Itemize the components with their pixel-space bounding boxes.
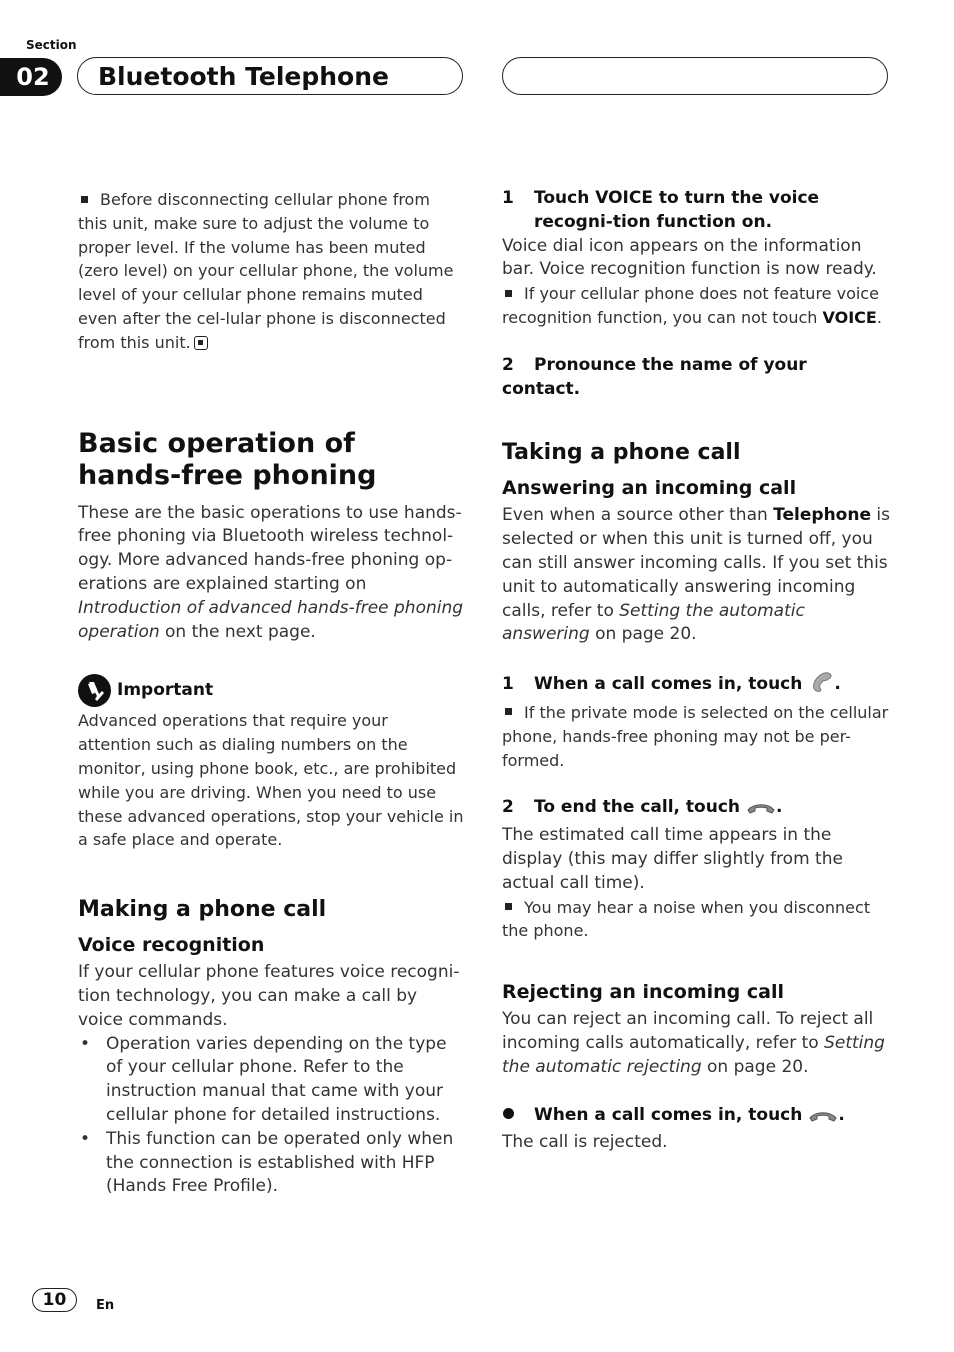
voice-step-1-body: Voice dial icon appears on the information bar. Voice recognition function is now ready. [502, 235, 877, 280]
phone-pickup-icon [808, 671, 834, 701]
filled-circle-icon [503, 1108, 514, 1119]
important-pointer-icon [78, 674, 111, 707]
automatic-answering-reference: Setting the automatic answering [502, 600, 805, 645]
square-bullet-icon [505, 903, 512, 910]
answer-step-2-note: You may hear a noise when you disconnect the phone. [502, 897, 871, 941]
list-item: • Operation varies depending on the type of your cellular phone. Refer to the instruction manual that came with your cellular phone for detailed instructions. [78, 1033, 464, 1128]
rejecting-body: You can reject an incoming call. To reject all incoming calls automatically, refer to Setting the automatic rejecting on page 20. [502, 1009, 885, 1077]
chapter-title [77, 57, 463, 95]
making-call-heading: Making a phone call [78, 897, 327, 923]
voice-step-1: 1 Touch VOICE to turn the voice recogni-tion function on. [502, 188, 820, 232]
bullet-dot-icon: • [80, 1033, 91, 1054]
reject-step: When a call comes in, touch . [502, 1104, 890, 1132]
important-heading [78, 673, 464, 707]
right-column [502, 187, 890, 1155]
square-bullet-icon [81, 196, 88, 203]
answer-step-2: 2 To end the call, touch . [502, 796, 890, 824]
square-bullet-icon [505, 708, 512, 715]
phone-hangup-icon [746, 800, 776, 824]
basic-operation-reference: Introduction of advanced hands-free phoning operation [78, 597, 464, 642]
voice-step-2: 2 Pronounce the name of your contact. [502, 354, 807, 399]
voice-recognition-heading: Voice recognition [78, 934, 265, 957]
answer-step-2-body: The estimated call time appears in the display (this may differ slightly from the actual call time). [502, 825, 843, 893]
answering-heading: Answering an incoming call [502, 477, 797, 500]
bullet-dot-icon: • [80, 1128, 91, 1149]
page-number: 10 [32, 1288, 77, 1312]
answer-step-1: 1 When a call comes in, touch . [502, 671, 890, 701]
phone-hangup-icon [808, 1108, 838, 1132]
section-label: Section [26, 38, 77, 52]
automatic-rejecting-reference: Setting the automatic rejecting [502, 1032, 885, 1077]
end-of-section-icon [194, 336, 208, 350]
rejecting-heading: Rejecting an incoming call [502, 981, 784, 1004]
basic-operation-body: These are the basic operations to use hands-free phoning via Bluetooth wireless technol-ogy. More advanced hands-free phoning op-erations are explained starting on Introduction of advanced hands-free phoning operation on the next page. [78, 502, 464, 642]
square-bullet-icon [505, 290, 512, 297]
section-number-badge: 02 [0, 58, 62, 96]
important-label: Important [117, 680, 214, 701]
header-empty-pill [502, 57, 888, 95]
voice-recognition-body: If your cellular phone features voice recogni-tion technology, you can make a call by voice commands. [78, 962, 460, 1030]
chapter-title-text: Bluetooth Telephone [98, 61, 389, 91]
answering-body: Even when a source other than Telephone is selected or when this unit is turned off, you can still answer incoming calls. If you set this unit to automatically answering incoming calls, refer to Setting the automatic answering on page 20. [502, 505, 890, 645]
basic-operation-heading: Basic operation of hands-free phoning [78, 427, 377, 491]
answer-step-1-note: If the private mode is selected on the cellular phone, hands-free phoning may not be per-formed. [502, 702, 889, 770]
taking-call-heading: Taking a phone call [502, 440, 741, 466]
disconnect-note: Before disconnecting cellular phone from this unit, make sure to adjust the volume to proper level. If the volume has been muted (zero level) on your cellular phone, the volume level of your cellular phone remains muted even after the cel-lular phone is disconnected from this unit. [78, 190, 454, 352]
reject-step-body: The call is rejected. [502, 1132, 668, 1153]
left-column [78, 188, 464, 1199]
language-code: En [96, 1298, 115, 1313]
important-body: Advanced operations that require your attention such as dialing numbers on the monitor, using phone book, etc., are prohibited while you are driving. When you need to use these advanced operations, stop your vehicle in a safe place and operate. [78, 711, 464, 850]
voice-step-1-note: If your cellular phone does not feature voice recognition function, you can not touch VOICE. [502, 284, 882, 327]
list-item: • This function can be operated only when the connection is established with HFP (Hands Free Profile). [78, 1128, 464, 1199]
